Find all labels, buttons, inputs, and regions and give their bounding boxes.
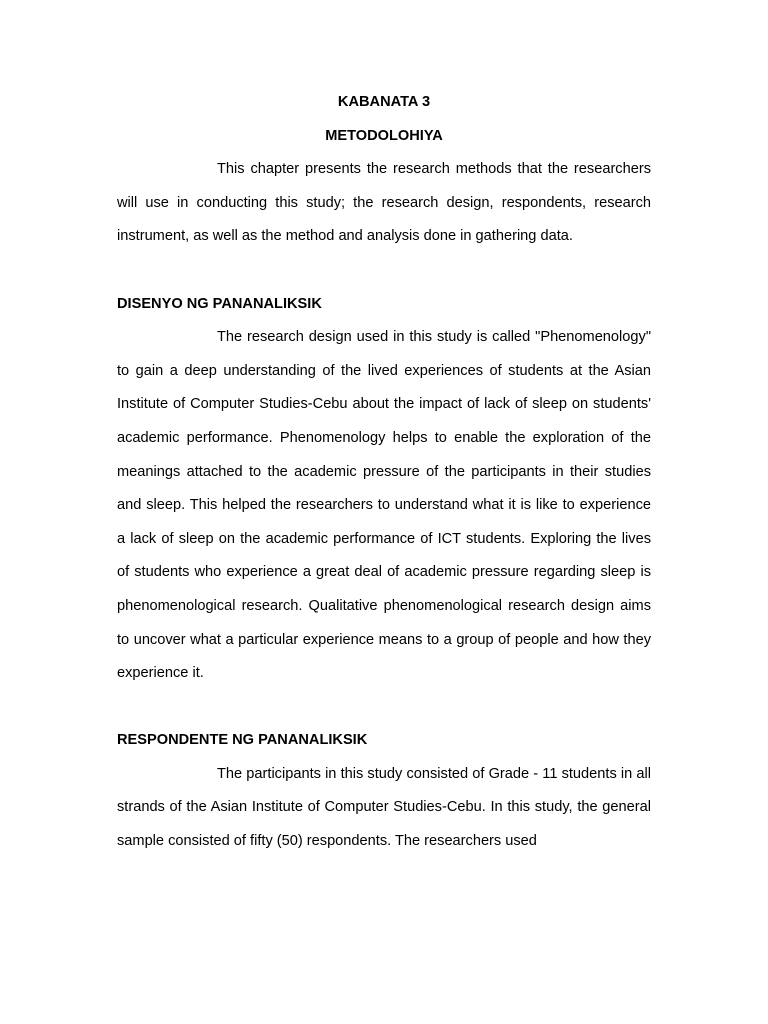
design-paragraph: The research design used in this study is called "Phenomenology" to gain a deep understanding of the lived experiences of students at the Asian Institute of Computer Studies-Cebu about the impact of lack of sleep on students' academic performance. Phenomenology helps to enable the exploration of the meanings attached to the academic pressure of the participants in their studies and sleep. This helped the researchers to understand what it is like to experience a lack of sleep on the academic performance of ICT students. Exploring the lives of students who experience a great deal of academic pressure regarding sleep is phenomenological research. Qualitative phenomenological research design aims to uncover what a particular experience means to a group of people and how they experience it. [117,329,651,682]
chapter-title: METODOLOHIYA [325,127,443,144]
spacer [117,691,651,725]
page-content [117,86,651,859]
intro-paragraph: This chapter presents the research methods that the researchers will use in conducting this study; the research design, respondents, research instrument, as well as the method and analysis done in gathering data. [117,161,651,245]
chapter-number: KABANATA 3 [337,94,431,110]
spacer [117,254,651,288]
section-heading-design: DISENYO NG PANANALIKSIK [117,295,322,312]
section-heading-respondents: RESPONDENTE NG PANANALIKSIK [117,732,368,749]
respondents-paragraph: The participants in this study consisted of Grade - 11 students in all strands of the Asian Institute of Computer Studies-Cebu. In this study, the general sample consisted of fifty (50) respondents. The researchers used [117,765,651,850]
